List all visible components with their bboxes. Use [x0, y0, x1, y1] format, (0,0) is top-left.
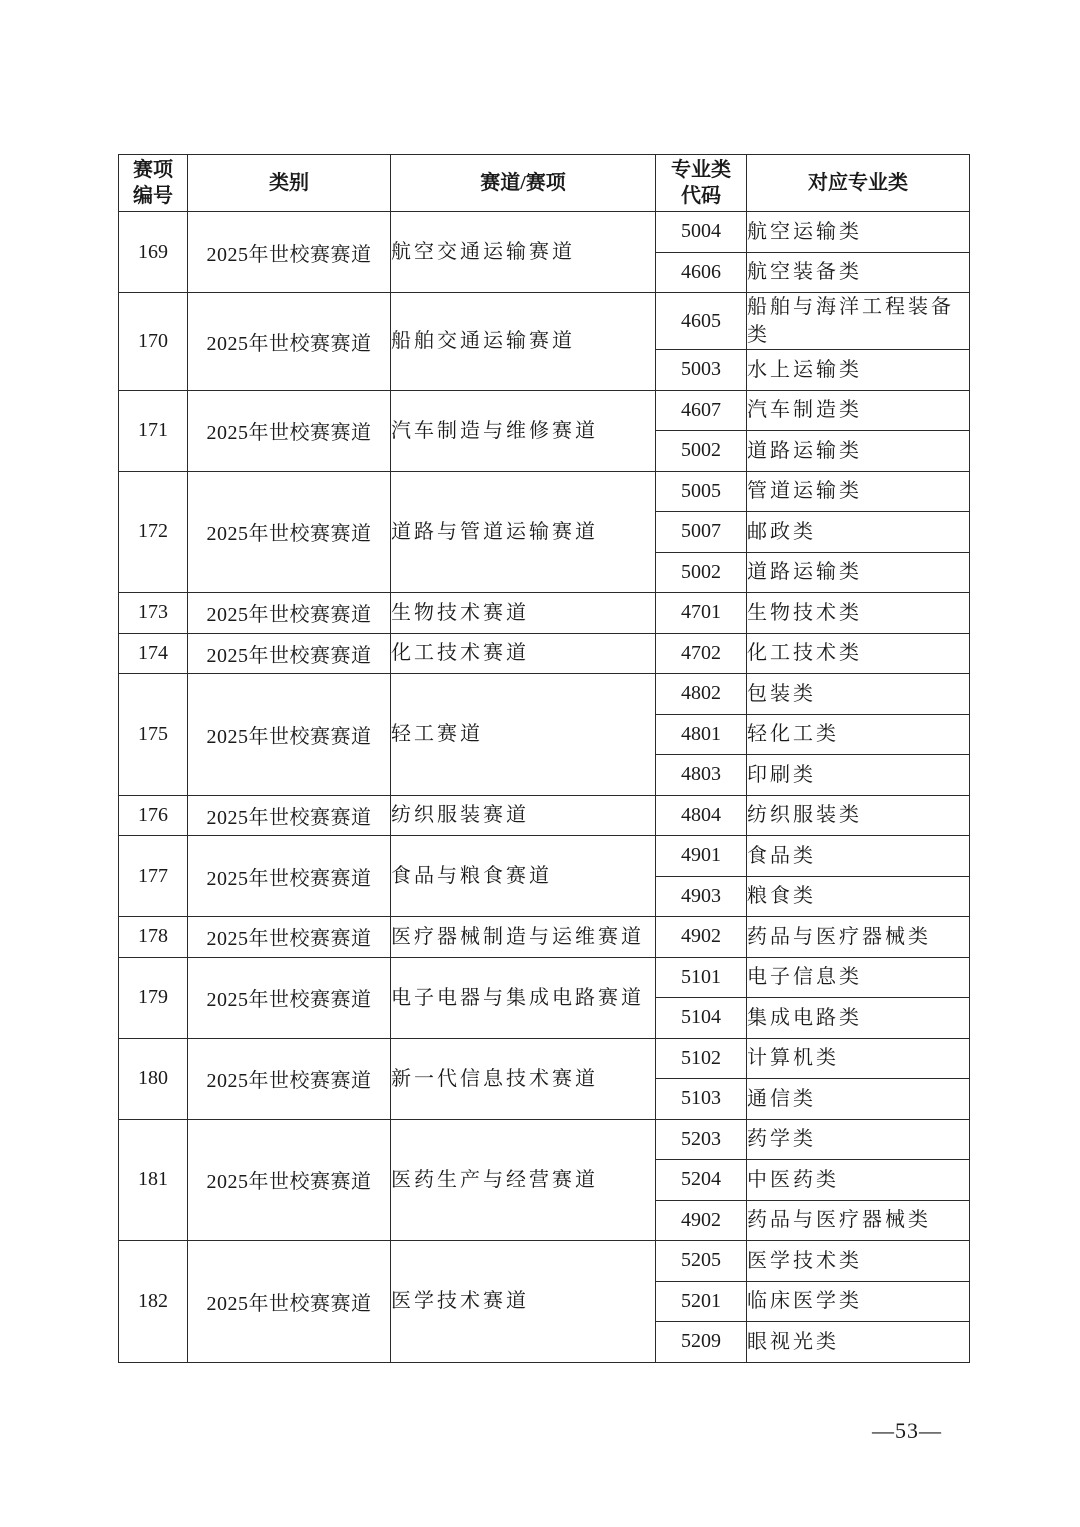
item-track: 船舶交通运输赛道: [391, 293, 656, 391]
major-code: 5103: [656, 1079, 747, 1120]
item-number: 175: [119, 674, 188, 796]
major-category: 航空运输类: [747, 212, 970, 253]
header-category: 类别: [188, 155, 391, 212]
item-number: 173: [119, 593, 188, 634]
major-category: 医学技术类: [747, 1241, 970, 1282]
major-code: 4801: [656, 714, 747, 755]
table-row: [119, 917, 970, 958]
major-category: 印刷类: [747, 755, 970, 796]
major-code: 4902: [656, 1200, 747, 1241]
table-row: [119, 390, 970, 431]
item-category: 2025年世校赛赛道: [188, 390, 391, 471]
major-code: 4902: [656, 917, 747, 958]
major-category: 计算机类: [747, 1038, 970, 1079]
major-category: 集成电路类: [747, 998, 970, 1039]
item-number: 170: [119, 293, 188, 391]
header-num: 赛项 编号: [119, 155, 188, 212]
major-code: 5005: [656, 471, 747, 512]
major-category: 粮食类: [747, 876, 970, 917]
table-row: [119, 795, 970, 836]
table-row: [119, 957, 970, 998]
item-category: 2025年世校赛赛道: [188, 795, 391, 836]
major-code: 5102: [656, 1038, 747, 1079]
header-code: 专业类 代码: [656, 155, 747, 212]
item-track: 汽车制造与维修赛道: [391, 390, 656, 471]
header-track: 赛道/赛项: [391, 155, 656, 212]
major-category: 包装类: [747, 674, 970, 715]
item-number: 181: [119, 1119, 188, 1241]
item-track: 纺织服装赛道: [391, 795, 656, 836]
item-number: 178: [119, 917, 188, 958]
item-category: 2025年世校赛赛道: [188, 1119, 391, 1241]
major-code: 4901: [656, 836, 747, 877]
item-number: 172: [119, 471, 188, 593]
item-category: 2025年世校赛赛道: [188, 957, 391, 1038]
major-category: 船舶与海洋工程装备类: [747, 293, 970, 350]
table-row: [119, 212, 970, 253]
item-track: 医药生产与经营赛道: [391, 1119, 656, 1241]
major-category: 食品类: [747, 836, 970, 877]
table-row: [119, 1038, 970, 1079]
item-category: 2025年世校赛赛道: [188, 1038, 391, 1119]
major-code: 5104: [656, 998, 747, 1039]
item-track: 医疗器械制造与运维赛道: [391, 917, 656, 958]
major-category: 道路运输类: [747, 552, 970, 593]
major-code: 4802: [656, 674, 747, 715]
major-code: 5204: [656, 1160, 747, 1201]
major-code: 4803: [656, 755, 747, 796]
major-code: 5007: [656, 512, 747, 553]
major-category: 汽车制造类: [747, 390, 970, 431]
table-row: [119, 1241, 970, 1282]
table-row: [119, 674, 970, 715]
major-code: 5003: [656, 350, 747, 391]
major-category: 药学类: [747, 1119, 970, 1160]
major-code: 5004: [656, 212, 747, 253]
item-track: 新一代信息技术赛道: [391, 1038, 656, 1119]
major-code: 4903: [656, 876, 747, 917]
major-code: 4605: [656, 293, 747, 350]
major-category: 通信类: [747, 1079, 970, 1120]
item-category: 2025年世校赛赛道: [188, 1241, 391, 1363]
major-code: 5205: [656, 1241, 747, 1282]
major-code: 4607: [656, 390, 747, 431]
major-category: 眼视光类: [747, 1322, 970, 1363]
item-track: 生物技术赛道: [391, 593, 656, 634]
table-row: [119, 633, 970, 674]
major-code: 5002: [656, 552, 747, 593]
item-category: 2025年世校赛赛道: [188, 471, 391, 593]
page-number: —53—: [872, 1418, 942, 1443]
item-category: 2025年世校赛赛道: [188, 836, 391, 917]
major-code: 4804: [656, 795, 747, 836]
item-track: 航空交通运输赛道: [391, 212, 656, 293]
item-track: 食品与粮食赛道: [391, 836, 656, 917]
major-code: 4702: [656, 633, 747, 674]
item-number: 171: [119, 390, 188, 471]
major-category: 药品与医疗器械类: [747, 1200, 970, 1241]
table-row: [119, 293, 970, 350]
major-code: 5203: [656, 1119, 747, 1160]
item-track: 医学技术赛道: [391, 1241, 656, 1363]
major-category: 航空装备类: [747, 252, 970, 293]
table-header-row: [119, 155, 970, 212]
item-category: 2025年世校赛赛道: [188, 212, 391, 293]
item-category: 2025年世校赛赛道: [188, 633, 391, 674]
major-code: 5002: [656, 431, 747, 472]
header-major: 对应专业类: [747, 155, 970, 212]
major-code: 5201: [656, 1281, 747, 1322]
item-track: 电子电器与集成电路赛道: [391, 957, 656, 1038]
table-row: [119, 836, 970, 877]
item-number: 180: [119, 1038, 188, 1119]
major-category: 道路运输类: [747, 431, 970, 472]
major-category: 管道运输类: [747, 471, 970, 512]
major-code: 5101: [656, 957, 747, 998]
major-category: 邮政类: [747, 512, 970, 553]
major-category: 水上运输类: [747, 350, 970, 391]
item-track: 轻工赛道: [391, 674, 656, 796]
major-category: 中医药类: [747, 1160, 970, 1201]
table-row: [119, 1119, 970, 1160]
major-category: 轻化工类: [747, 714, 970, 755]
item-number: 169: [119, 212, 188, 293]
item-number: 176: [119, 795, 188, 836]
major-category: 化工技术类: [747, 633, 970, 674]
item-number: 177: [119, 836, 188, 917]
competition-major-table: [118, 154, 970, 1363]
major-category: 生物技术类: [747, 593, 970, 634]
major-code: 4606: [656, 252, 747, 293]
item-category: 2025年世校赛赛道: [188, 593, 391, 634]
item-number: 179: [119, 957, 188, 1038]
item-number: 174: [119, 633, 188, 674]
table-body: [119, 212, 970, 1363]
table-row: [119, 593, 970, 634]
item-category: 2025年世校赛赛道: [188, 293, 391, 391]
major-category: 电子信息类: [747, 957, 970, 998]
item-track: 化工技术赛道: [391, 633, 656, 674]
major-category: 纺织服装类: [747, 795, 970, 836]
table-row: [119, 471, 970, 512]
major-code: 4701: [656, 593, 747, 634]
item-category: 2025年世校赛赛道: [188, 917, 391, 958]
major-code: 5209: [656, 1322, 747, 1363]
major-category: 临床医学类: [747, 1281, 970, 1322]
major-category: 药品与医疗器械类: [747, 917, 970, 958]
item-category: 2025年世校赛赛道: [188, 674, 391, 796]
item-track: 道路与管道运输赛道: [391, 471, 656, 593]
item-number: 182: [119, 1241, 188, 1363]
